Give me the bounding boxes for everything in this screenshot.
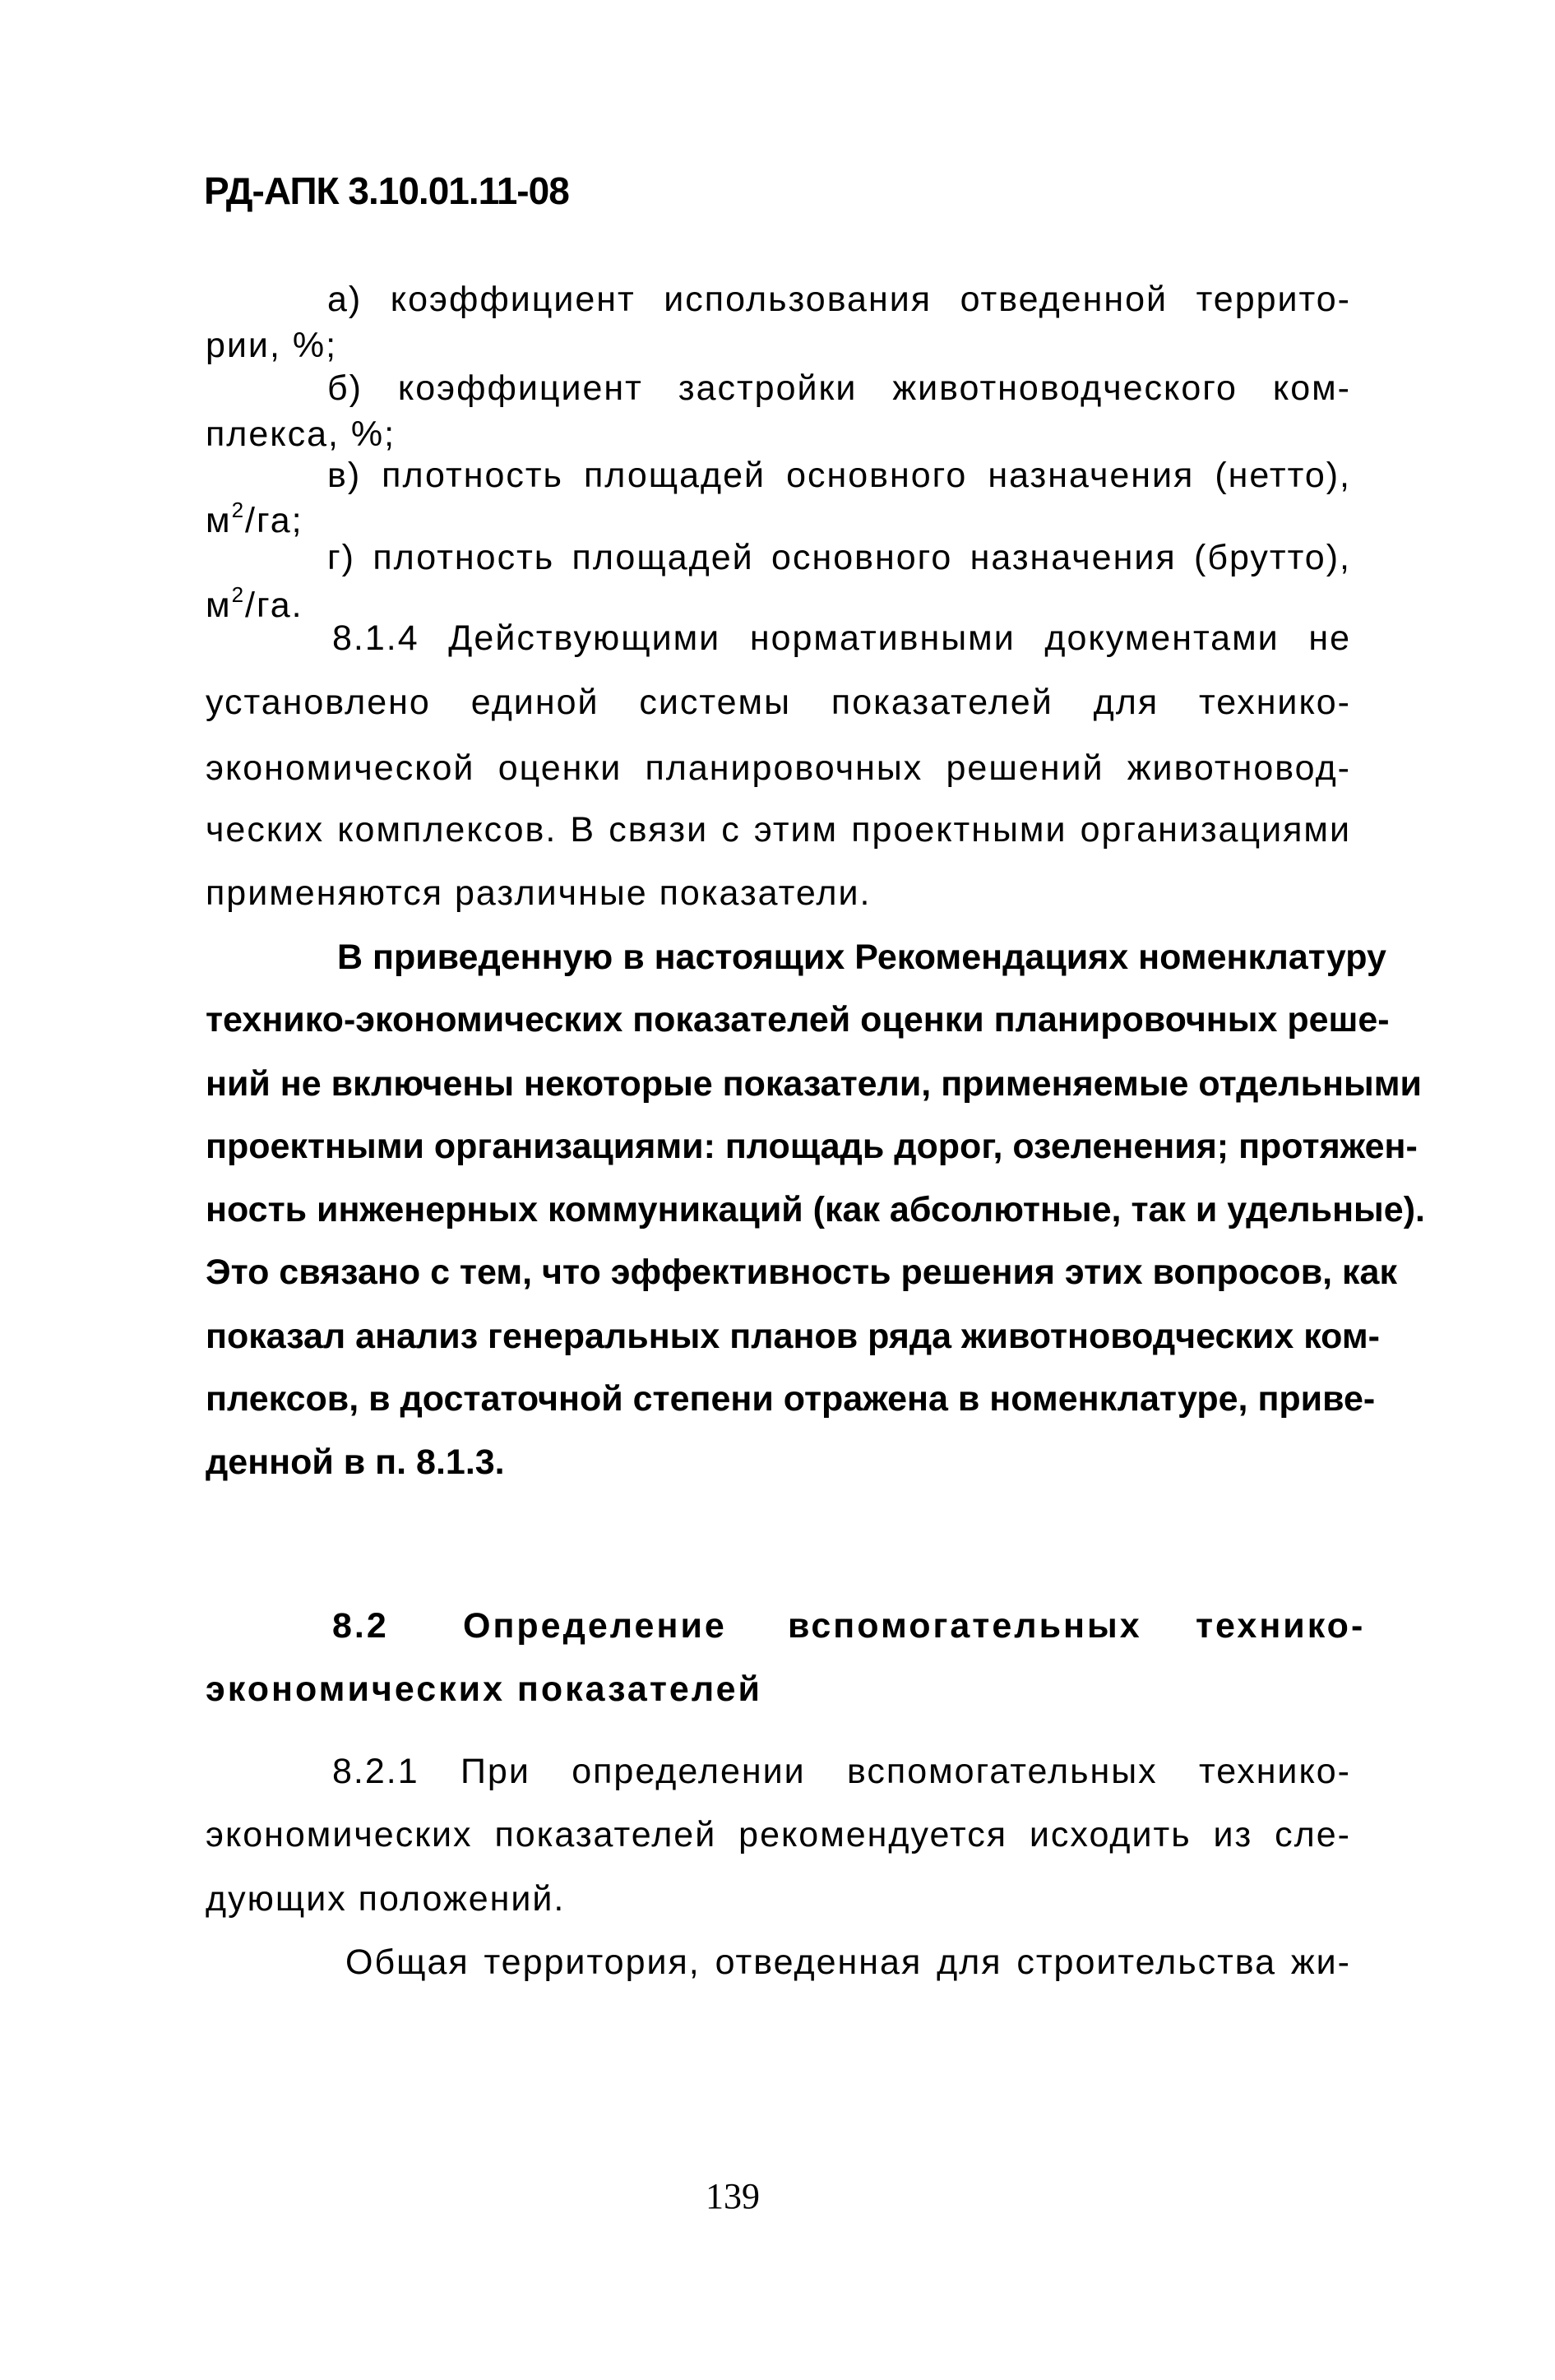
para-nomenclature-line9: денной в п. 8.1.3. bbox=[206, 1442, 505, 1482]
para-nomenclature-line1: В приведенную в настоящих Рекомендациях номенклатуру bbox=[337, 938, 1386, 977]
list-item-a-line1: а) коэффициент использования отведенной террито- bbox=[327, 280, 1351, 319]
para-nomenclature-line7: показал анализ генеральных планов ряда животноводческих ком- bbox=[206, 1317, 1380, 1356]
para-8-2-1-line1: 8.2.1 При определении вспомогательных технико- bbox=[332, 1752, 1351, 1791]
para-territory-line1: Общая территория, отведенная для строительства жи- bbox=[345, 1942, 1351, 1982]
para-8-1-4-line2: установлено единой системы показателей для технико- bbox=[206, 683, 1351, 722]
list-item-a-line2: рии, %; bbox=[206, 326, 338, 365]
section-heading-number: 8.2 bbox=[332, 1606, 389, 1646]
document-code-header: РД-АПК 3.10.01.11-08 bbox=[204, 169, 569, 212]
list-item-d-line1: г) плотность площадей основного назначения (брутто), bbox=[327, 538, 1351, 577]
section-heading-line2: экономических показателей bbox=[206, 1669, 762, 1709]
section-heading-word1: Определение bbox=[463, 1606, 727, 1646]
para-8-1-4-line4: ческих комплексов. В связи с этим проектными организациями bbox=[206, 810, 1351, 850]
para-8-2-1-line2: экономических показателей рекомендуется исходить из сле- bbox=[206, 1815, 1351, 1854]
section-heading-word3: технико- bbox=[1196, 1606, 1366, 1646]
para-nomenclature-line3: ний не включены некоторые показатели, применяемые отдельными bbox=[206, 1064, 1422, 1104]
list-item-c-line2: $м^2/га$; bbox=[206, 498, 303, 540]
para-nomenclature-line8: плексов, в достаточной степени отражена в номенклатуре, приве- bbox=[206, 1379, 1376, 1419]
para-nomenclature-line5: ность инженерных коммуникаций (как абсолютные, так и удельные). bbox=[206, 1190, 1425, 1229]
para-nomenclature-line2: технико-экономических показателей оценки планировочных реше- bbox=[206, 1000, 1390, 1040]
list-item-d-line2: $м^2/га$. bbox=[206, 582, 303, 625]
list-item-b-line1: б) коэффициент застройки животноводческого ком- bbox=[327, 368, 1351, 408]
para-8-1-4-line5: применяются различные показатели. bbox=[206, 873, 872, 913]
section-heading-word2: вспомогательных bbox=[788, 1606, 1142, 1646]
list-item-c-line1: в) плотность площадей основного назначения (нетто), bbox=[327, 456, 1351, 495]
page-number: 139 bbox=[706, 2176, 760, 2216]
para-nomenclature-line4: проектными организациями: площадь дорог, озеленения; протяжен- bbox=[206, 1127, 1418, 1166]
para-8-2-1-line3: дующих положений. bbox=[206, 1879, 566, 1919]
para-8-1-4-line1: 8.1.4 Действующими нормативными документами не bbox=[332, 618, 1351, 658]
para-8-1-4-line3: экономической оценки планировочных решений животновод- bbox=[206, 748, 1351, 788]
list-item-b-line2: плекса, %; bbox=[206, 414, 396, 454]
para-nomenclature-line6: Это связано с тем, что эффективность решения этих вопросов, как bbox=[206, 1253, 1397, 1292]
